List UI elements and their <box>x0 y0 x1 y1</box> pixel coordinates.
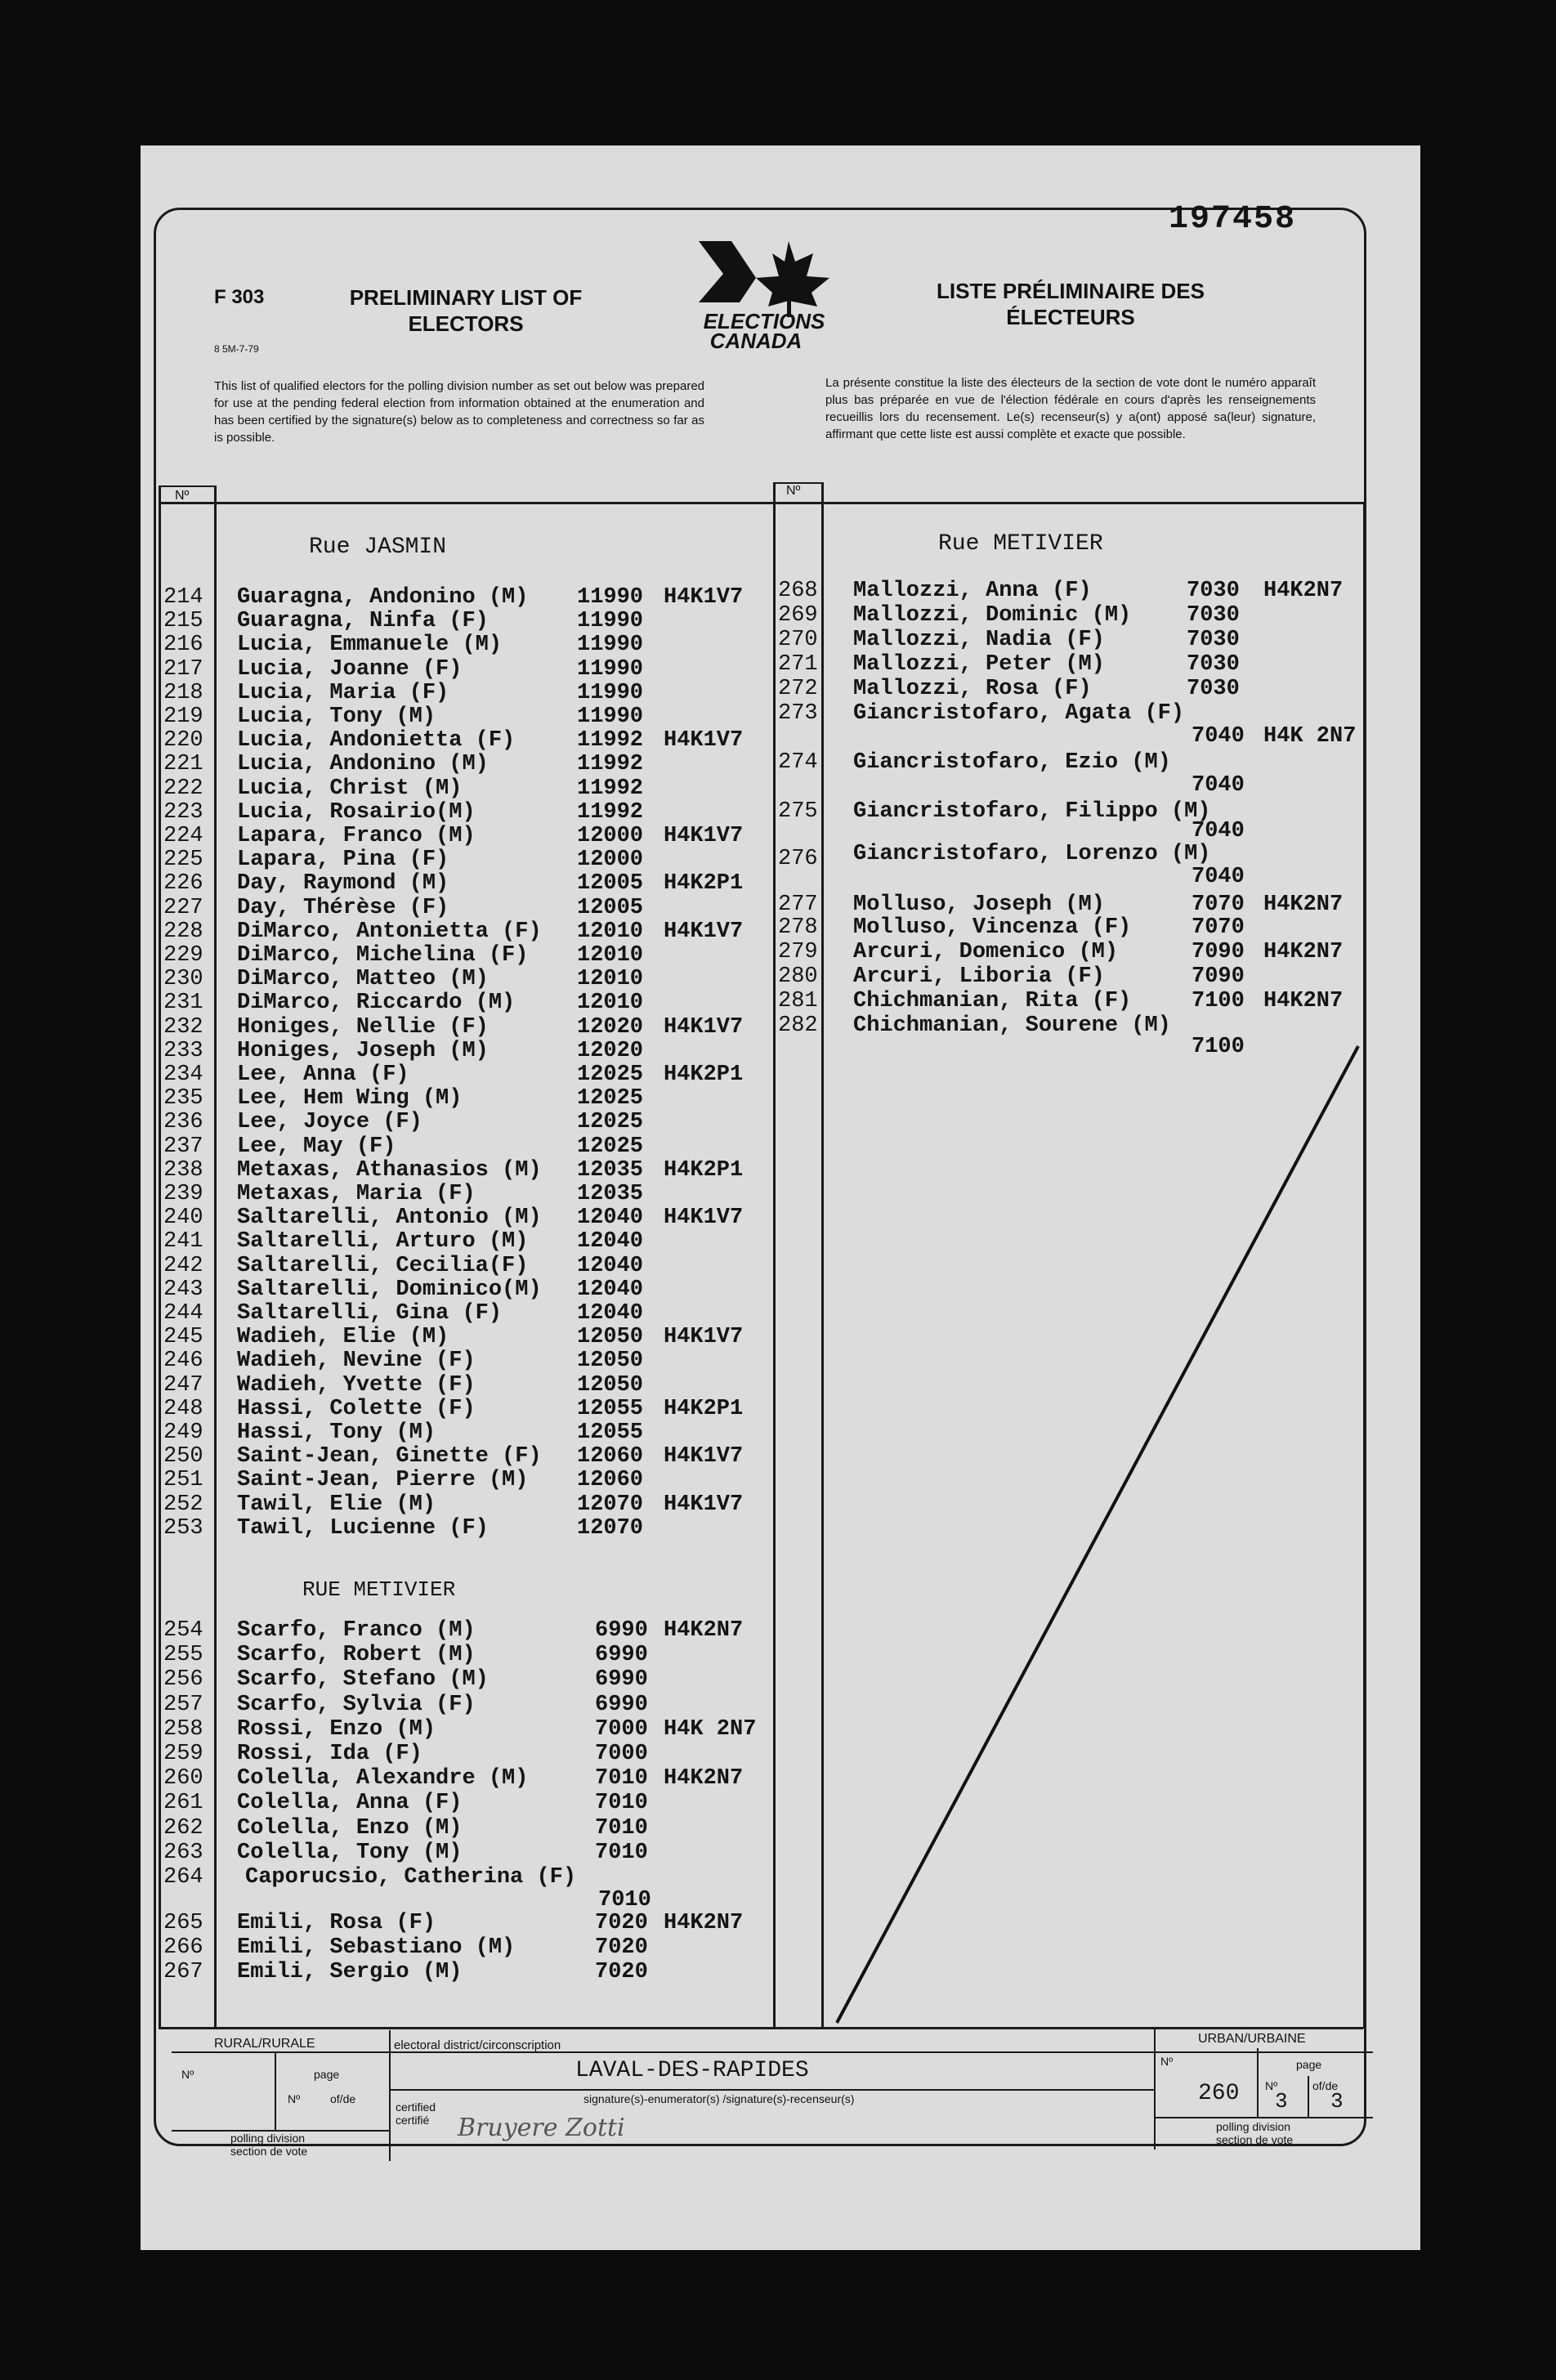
rural-polling-label-2: section de vote <box>230 2145 308 2158</box>
entry-address: 12010 <box>577 943 644 968</box>
entry-number: 254 <box>163 1618 203 1643</box>
entry-address: 11992 <box>577 776 644 801</box>
entry-address: 7010 <box>595 1791 648 1816</box>
entry-postal-code: H4K2N7 <box>664 1911 744 1935</box>
entry-name: Day, Raymond (M) <box>237 871 449 897</box>
entry-postal-code: H4K1V7 <box>664 1014 744 1040</box>
entry-268-name: Mallozzi, Anna (F) <box>853 579 1092 603</box>
entry-number: 245 <box>163 1325 203 1350</box>
entry-number: 248 <box>163 1396 203 1421</box>
entry-278-address: 7070 <box>1192 915 1245 940</box>
entry-280-number: 280 <box>778 964 818 989</box>
signature-label: signature(s)-enumerator(s) /signature(s)-recenseur(s) <box>584 2092 855 2105</box>
entry-number: 241 <box>163 1229 203 1255</box>
entry-274-address: 7040 <box>1192 773 1245 798</box>
entry-address: 12040 <box>577 1253 644 1278</box>
entry-number: 214 <box>163 585 203 610</box>
no-header-left-rule <box>159 485 214 487</box>
entry-277-address: 7070 <box>1192 892 1245 917</box>
entry-281-postal: H4K2N7 <box>1263 989 1344 1013</box>
entry-name: Guaragna, Ninfa (F) <box>237 609 489 634</box>
entry-number: 262 <box>163 1815 203 1841</box>
form-number: F 303 <box>214 286 265 308</box>
entry-number: 224 <box>163 824 203 848</box>
entry-number: 252 <box>163 1492 203 1517</box>
street-heading-metivier-right: Rue METIVIER <box>938 531 1103 557</box>
entry-address: 7000 <box>595 1742 648 1766</box>
footer-rule-1 <box>172 2051 1373 2053</box>
entry-268-address: 7030 <box>1187 579 1240 603</box>
entry-number: 226 <box>163 871 203 897</box>
entry-postal-code: H4K2P1 <box>664 1396 744 1421</box>
entry-address: 6990 <box>595 1618 648 1643</box>
rural-page-no-label: Nº <box>288 2092 301 2105</box>
entry-address: 12005 <box>577 895 644 920</box>
signature: Bruyere Zotti <box>458 2114 625 2142</box>
entry-name: Tawil, Elie (M) <box>237 1492 436 1517</box>
entry-281-name: Chichmanian, Rita (F) <box>853 989 1132 1013</box>
entry-name: DiMarco, Michelina (F) <box>237 943 529 968</box>
entry-275-number: 275 <box>778 799 818 824</box>
entry-275-address: 7040 <box>1192 819 1245 843</box>
entry-address: 12070 <box>577 1515 644 1541</box>
entry-name: DiMarco, Riccardo (M) <box>237 991 516 1016</box>
entry-postal-code: H4K1V7 <box>664 919 744 944</box>
entry-name: Scarfo, Sylvia (F) <box>237 1692 476 1717</box>
entry-address: 12040 <box>577 1229 644 1255</box>
entry-279-name: Arcuri, Domenico (M) <box>853 940 1119 964</box>
entry-number: 258 <box>163 1716 203 1742</box>
form-code: 8 5M-7-79 <box>214 343 259 355</box>
entry-271-name: Mallozzi, Peter (M) <box>853 652 1105 677</box>
entry-address: 7020 <box>595 1935 648 1960</box>
title-french <box>907 278 1234 330</box>
entry-273-address: 7040 <box>1192 724 1245 749</box>
entry-281-number: 281 <box>778 989 818 1013</box>
entry-number: 221 <box>163 752 203 777</box>
entry-number: 238 <box>163 1157 203 1183</box>
entry-name: Colella, Tony (M) <box>237 1840 463 1865</box>
entry-number: 267 <box>163 1960 203 1984</box>
entry-postal-code: H4K1V7 <box>664 728 744 754</box>
entry-number: 265 <box>163 1911 203 1935</box>
title-fr-line-1: LISTE PRÉLIMINAIRE DES <box>937 279 1205 303</box>
entry-278-name: Molluso, Vincenza (F) <box>853 915 1132 940</box>
entry-269-name: Mallozzi, Dominic (M) <box>853 603 1132 628</box>
footer-rule-2 <box>389 2089 1154 2091</box>
entry-address: 7010 <box>595 1815 648 1841</box>
title-en-line-2: ELECTORS <box>408 311 524 336</box>
entry-277-postal: H4K2N7 <box>1263 892 1344 917</box>
entry-address: 12025 <box>577 1110 644 1135</box>
certified-label-1: certified <box>396 2100 436 2114</box>
entry-name: Metaxas, Maria (F) <box>237 1182 476 1206</box>
entry-postal-code: H4K1V7 <box>664 824 744 848</box>
entry-name: Saltarelli, Antonio (M) <box>237 1206 542 1231</box>
entry-268-postal: H4K2N7 <box>1263 579 1344 603</box>
entry-number: 235 <box>163 1086 203 1112</box>
footer-urban-left-rule <box>1154 2027 1156 2150</box>
entry-name: Colella, Enzo (M) <box>237 1815 463 1841</box>
entry-name: Saltarelli, Cecilia(F) <box>237 1253 529 1278</box>
entry-name: Lee, Joyce (F) <box>237 1110 423 1135</box>
entry-280-name: Arcuri, Liboria (F) <box>853 964 1105 989</box>
entry-name: Lee, May (F) <box>237 1134 396 1159</box>
entry-name: Emili, Rosa (F) <box>237 1911 436 1935</box>
entry-address: 12010 <box>577 967 644 992</box>
entry-address: 11990 <box>577 705 644 729</box>
entry-272-name: Mallozzi, Rosa (F) <box>853 677 1092 701</box>
entry-number: 249 <box>163 1420 203 1445</box>
entry-number: 217 <box>163 656 203 682</box>
entry-277-number: 277 <box>778 892 818 917</box>
entry-273-postal: H4K 2N7 <box>1263 724 1357 749</box>
entry-name: Lucia, Christ (M) <box>237 776 463 801</box>
entry-name: Lucia, Andonietta (F) <box>237 728 516 754</box>
entry-name: Hassi, Tony (M) <box>237 1420 436 1445</box>
title-en-line-1: PRELIMINARY LIST OF <box>349 285 583 310</box>
entry-name: Metaxas, Athanasios (M) <box>237 1157 542 1183</box>
entry-number: 231 <box>163 991 203 1016</box>
footer-urban-rule <box>1154 2117 1373 2118</box>
entry-name: Wadieh, Yvette (F) <box>237 1372 476 1398</box>
entry-282-name: Chichmanian, Sourene (M) <box>853 1013 1171 1038</box>
entry-address: 12020 <box>577 1038 644 1063</box>
entry-270-number: 270 <box>778 628 818 652</box>
entry-name: Hassi, Colette (F) <box>237 1396 476 1421</box>
entry-number: 243 <box>163 1277 203 1302</box>
entry-address: 12025 <box>577 1086 644 1112</box>
entry-number: 233 <box>163 1038 203 1063</box>
entry-address: 11990 <box>577 656 644 682</box>
urban-polling-label-2: section de vote <box>1216 2133 1294 2146</box>
entry-number: 218 <box>163 680 203 705</box>
entry-address: 12010 <box>577 991 644 1016</box>
entry-name: Emili, Sergio (M) <box>237 1960 463 1984</box>
entry-address: 11992 <box>577 799 644 825</box>
entry-280-address: 7090 <box>1192 964 1245 989</box>
entry-postal-code: H4K2N7 <box>664 1618 744 1643</box>
entry-name: Lucia, Emmanuele (M) <box>237 633 503 658</box>
entry-number: 236 <box>163 1110 203 1135</box>
entry-276-address: 7040 <box>1192 865 1245 889</box>
entry-address: 7000 <box>595 1716 648 1742</box>
rural-no-label: Nº <box>181 2068 194 2081</box>
entry-name: Lapara, Pina (F) <box>237 848 449 873</box>
entry-name: Saltarelli, Dominico(M) <box>237 1277 542 1302</box>
entry-address: 11992 <box>577 752 644 777</box>
urban-page-of-label: of/de <box>1312 2079 1339 2092</box>
entry-postal-code: H4K1V7 <box>664 1492 744 1517</box>
entry-name: Scarfo, Stefano (M) <box>237 1667 489 1693</box>
entry-270-address: 7030 <box>1187 628 1240 652</box>
entry-address: 11990 <box>577 680 644 705</box>
entry-address: 12060 <box>577 1444 644 1470</box>
entry-number: 239 <box>163 1182 203 1206</box>
entry-273-number: 273 <box>778 701 818 726</box>
entry-postal-code: H4K1V7 <box>664 1444 744 1470</box>
entry-name: Scarfo, Franco (M) <box>237 1618 476 1643</box>
entry-number: 222 <box>163 776 203 801</box>
entry-282-number: 282 <box>778 1013 818 1038</box>
elections-canada-logo <box>691 237 838 351</box>
rural-page-label: page <box>314 2068 340 2081</box>
entry-postal-code: H4K2P1 <box>664 1062 744 1087</box>
entry-address: 7010 <box>595 1840 648 1865</box>
entry-address: 12040 <box>577 1206 644 1231</box>
entry-address: 12060 <box>577 1468 644 1493</box>
entry-address: 12025 <box>577 1062 644 1087</box>
entry-272-number: 272 <box>778 677 818 701</box>
entry-name: Emili, Sebastiano (M) <box>237 1935 516 1960</box>
urban-polling-label-1: polling division <box>1216 2120 1291 2133</box>
entry-number: 223 <box>163 799 203 825</box>
entry-address: 6990 <box>595 1667 648 1693</box>
entry-address: 11990 <box>577 585 644 610</box>
entry-name: Saltarelli, Gina (F) <box>237 1301 503 1326</box>
entry-number: 216 <box>163 633 203 658</box>
entry-name: Lapara, Franco (M) <box>237 824 476 848</box>
entry-264-address: 7010 <box>598 1888 651 1912</box>
entry-name: Wadieh, Elie (M) <box>237 1325 449 1350</box>
entry-number: 227 <box>163 895 203 920</box>
entry-282-address: 7100 <box>1192 1035 1245 1059</box>
urban-label: URBAN/URBAINE <box>1198 2032 1306 2046</box>
entry-name: Saint-Jean, Pierre (M) <box>237 1468 529 1493</box>
entry-address: 12005 <box>577 871 644 897</box>
entry-name: Honiges, Nellie (F) <box>237 1014 489 1040</box>
entry-name: Lee, Anna (F) <box>237 1062 409 1087</box>
entry-name: Lucia, Joanne (F) <box>237 656 463 682</box>
entry-number: 228 <box>163 919 203 944</box>
entry-number: 225 <box>163 848 203 873</box>
entry-address: 12050 <box>577 1372 644 1398</box>
street-heading-jasmin: Rue JASMIN <box>309 535 447 560</box>
entry-279-number: 279 <box>778 940 818 964</box>
rural-label: RURAL/RURALE <box>214 2037 315 2051</box>
entry-274-number: 274 <box>778 750 818 775</box>
entry-273-name: Giancristofaro, Agata (F) <box>853 701 1185 726</box>
entry-postal-code: H4K1V7 <box>664 1325 744 1350</box>
entry-address: 12025 <box>577 1134 644 1159</box>
entry-postal-code: H4K1V7 <box>664 585 744 610</box>
logo-text-canada: CANADA <box>709 329 803 351</box>
no-header-right: Nº <box>786 484 801 498</box>
title-english <box>319 284 613 337</box>
entry-name: DiMarco, Matteo (M) <box>237 967 489 992</box>
entry-address: 12035 <box>577 1182 644 1206</box>
center-rule-a <box>773 482 776 2029</box>
urban-page-label: page <box>1296 2058 1322 2071</box>
rural-polling-label-1: polling division <box>230 2132 306 2145</box>
entry-270-name: Mallozzi, Nadia (F) <box>853 628 1105 652</box>
entry-name: Honiges, Joseph (M) <box>237 1038 489 1063</box>
urban-polling-number: 260 <box>1198 2081 1240 2106</box>
entry-272-address: 7030 <box>1187 677 1240 701</box>
entry-number: 229 <box>163 943 203 968</box>
logo-text-elections: ELECTIONS <box>703 309 825 333</box>
entry-number: 215 <box>163 609 203 634</box>
left-no-column-rule <box>214 485 217 2029</box>
entry-address: 12035 <box>577 1157 644 1183</box>
footer-urban-page-rule <box>1308 2076 1309 2117</box>
table-top-rule <box>159 502 1363 504</box>
entry-number: 257 <box>163 1692 203 1717</box>
entry-name: Lucia, Tony (M) <box>237 705 436 729</box>
intro-english: This list of qualified electors for the polling division number as set out below was prepared for use at the pending federal election from information obtained at the enumeration and has been certified by the signature(s) below as to completeness and correctness so far as is possible. <box>214 379 704 445</box>
entry-279-address: 7090 <box>1192 940 1245 964</box>
entry-number: 263 <box>163 1840 203 1865</box>
entry-number: 247 <box>163 1372 203 1398</box>
entry-number: 256 <box>163 1667 203 1693</box>
entry-264-number: 264 <box>163 1865 203 1890</box>
entry-number: 250 <box>163 1444 203 1470</box>
entry-number: 219 <box>163 705 203 729</box>
entry-address: 12055 <box>577 1396 644 1421</box>
urban-page-number: 3 <box>1275 2089 1288 2114</box>
center-rule-b <box>821 482 824 2029</box>
entry-postal-code: H4K1V7 <box>664 1206 744 1231</box>
entry-name: Lucia, Rosairio(M) <box>237 799 476 825</box>
footer-rural-right-rule <box>389 2030 391 2161</box>
entry-name: DiMarco, Antonietta (F) <box>237 919 542 944</box>
entry-address: 11990 <box>577 609 644 634</box>
district-label: electoral district/circonscription <box>394 2038 561 2052</box>
entry-name: Colella, Anna (F) <box>237 1791 463 1816</box>
entry-277-name: Molluso, Joseph (M) <box>853 892 1105 917</box>
entry-address: 12070 <box>577 1492 644 1517</box>
entry-name: Lucia, Andonino (M) <box>237 752 489 777</box>
maple-leaf-x-icon <box>691 237 838 351</box>
entry-postal-code: H4K2N7 <box>664 1766 744 1792</box>
entry-number: 240 <box>163 1206 203 1231</box>
entry-269-address: 7030 <box>1187 603 1240 628</box>
entry-number: 253 <box>163 1515 203 1541</box>
serial-number: 197458 <box>1169 201 1297 238</box>
entry-number: 261 <box>163 1791 203 1816</box>
certified-label-2: certifié <box>396 2114 430 2127</box>
entry-name: Saint-Jean, Ginette (F) <box>237 1444 542 1470</box>
entry-number: 255 <box>163 1643 203 1668</box>
entry-address: 12040 <box>577 1301 644 1326</box>
entry-number: 259 <box>163 1742 203 1766</box>
entry-number: 237 <box>163 1134 203 1159</box>
entry-278-number: 278 <box>778 915 818 940</box>
entry-address: 6990 <box>595 1643 648 1668</box>
entry-264-name: Caporucsio, Catherina (F) <box>245 1865 577 1890</box>
urban-page-total: 3 <box>1330 2089 1344 2114</box>
left-outer-rule <box>159 485 161 2029</box>
entry-279-postal: H4K2N7 <box>1263 940 1344 964</box>
entry-number: 246 <box>163 1349 203 1374</box>
entry-address: 11990 <box>577 633 644 658</box>
entry-number: 242 <box>163 1253 203 1278</box>
entry-address: 12040 <box>577 1277 644 1302</box>
urban-page-no-label: Nº <box>1265 2079 1278 2092</box>
entry-number: 230 <box>163 967 203 992</box>
entry-address: 12000 <box>577 848 644 873</box>
no-header-left: Nº <box>175 489 190 503</box>
entry-number: 232 <box>163 1014 203 1040</box>
entry-276-name: Giancristofaro, Lorenzo (M) <box>853 842 1211 866</box>
entry-number: 234 <box>163 1062 203 1087</box>
entry-name: Lucia, Maria (F) <box>237 680 449 705</box>
entry-name: Rossi, Enzo (M) <box>237 1716 436 1742</box>
entry-276-number: 276 <box>778 847 818 871</box>
entry-274-name: Giancristofaro, Ezio (M) <box>853 750 1171 775</box>
rural-page-of-label: of/de <box>330 2092 356 2105</box>
entry-postal-code: H4K2P1 <box>664 1157 744 1183</box>
entry-number: 220 <box>163 728 203 754</box>
footer-urban-no-rule <box>1257 2048 1259 2117</box>
entry-number: 260 <box>163 1766 203 1792</box>
entry-address: 7020 <box>595 1911 648 1935</box>
entry-281-address: 7100 <box>1192 989 1245 1013</box>
entry-name: Scarfo, Robert (M) <box>237 1643 476 1668</box>
entry-address: 12050 <box>577 1325 644 1350</box>
entry-name: Wadieh, Nevine (F) <box>237 1349 476 1374</box>
entry-address: 6990 <box>595 1692 648 1717</box>
entry-271-address: 7030 <box>1187 652 1240 677</box>
entry-name: Day, Thérèse (F) <box>237 895 449 920</box>
entry-address: 12055 <box>577 1420 644 1445</box>
entry-number: 244 <box>163 1301 203 1326</box>
entry-name: Lee, Hem Wing (M) <box>237 1086 463 1112</box>
title-fr-line-2: ÉLECTEURS <box>1006 305 1135 329</box>
entry-postal-code: H4K2P1 <box>664 871 744 897</box>
entry-name: Tawil, Lucienne (F) <box>237 1515 489 1541</box>
entry-269-number: 269 <box>778 603 818 628</box>
entry-address: 7010 <box>595 1766 648 1792</box>
entry-271-number: 271 <box>778 652 818 677</box>
entry-address: 11992 <box>577 728 644 754</box>
entry-275-name: Giancristofaro, Filippo (M) <box>853 799 1211 824</box>
entry-name: Rossi, Ida (F) <box>237 1742 423 1766</box>
diagonal-cancel-line <box>825 1038 1365 2031</box>
entry-address: 12000 <box>577 824 644 848</box>
entry-postal-code: H4K 2N7 <box>664 1716 757 1742</box>
entry-address: 12050 <box>577 1349 644 1374</box>
entry-number: 266 <box>163 1935 203 1960</box>
intro-french: La présente constitue la liste des électeurs de la section de vote dont le numéro apparaît plus bas préparée en vue de l'élection fédérale en cours d'après les renseignements recueillis lors du recensement. Le(s) recenseur(s) y a(ont) apposé sa(leur) signature, affirmant que cette liste est aussi complète et exacte que possible. <box>825 376 1316 441</box>
district-name: LAVAL-DES-RAPIDES <box>575 2058 809 2083</box>
entry-address: 7020 <box>595 1960 648 1984</box>
entry-number: 251 <box>163 1468 203 1493</box>
entry-name: Colella, Alexandre (M) <box>237 1766 529 1792</box>
entry-name: Guaragna, Andonino (M) <box>237 585 529 610</box>
entry-address: 12010 <box>577 919 644 944</box>
urban-no-label: Nº <box>1160 2055 1174 2068</box>
entry-name: Saltarelli, Arturo (M) <box>237 1229 529 1255</box>
entry-address: 12020 <box>577 1014 644 1040</box>
entry-268-number: 268 <box>778 579 818 603</box>
street-heading-metivier-left: RUE METIVIER <box>302 1577 456 1602</box>
footer-rural-no-rule <box>275 2051 276 2130</box>
